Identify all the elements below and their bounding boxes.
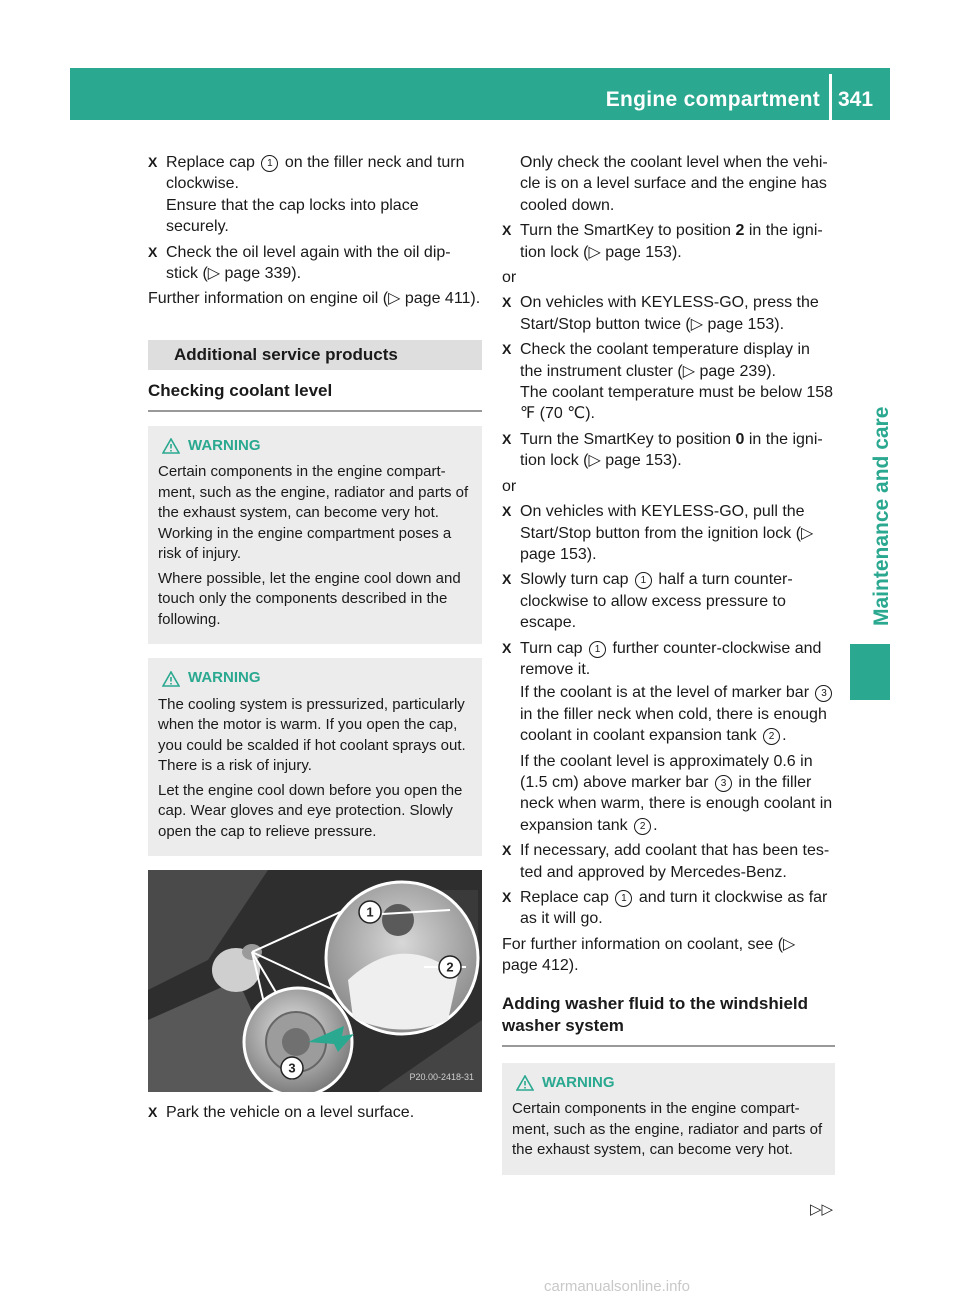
warning-text: Where possible, let the engine cool down and touch only the components described in the following.	[158, 569, 461, 628]
side-tab-marker	[850, 644, 890, 700]
step-check-oil: X Check the oil level again with the oil dip-stick (▷ page 339).	[148, 243, 451, 283]
warning-header: WARNING	[158, 436, 472, 457]
step-arrow-icon: X	[502, 571, 512, 588]
step-replace-cap-final: X Replace cap 1 and turn it clockwise as far as it will go.	[502, 889, 828, 928]
step-replace-cap: X Replace cap 1 on the filler neck and turn clockwise. Ensure that the cap locks into place securely.	[148, 152, 482, 238]
or-text: or	[502, 477, 517, 495]
engine-coolant-photo	[148, 870, 482, 1092]
step-keyless-press: X On vehicles with KEYLESS-GO, press the Start/Stop button twice (▷ page 153).	[502, 294, 819, 333]
callout-3-icon: 3	[815, 685, 832, 702]
callout-1-icon: 1	[635, 572, 652, 589]
photo-code: P20.00-2418-31	[409, 1071, 474, 1082]
section-title: Additional service products	[148, 340, 482, 370]
step-arrow-icon: X	[502, 430, 512, 447]
step-arrow-icon: X	[502, 222, 512, 239]
callout-2-icon: 2	[763, 728, 780, 745]
page-section-title: Engine compartment	[605, 88, 820, 111]
step-arrow-icon: X	[502, 639, 512, 656]
header-divider	[829, 74, 832, 120]
intro-text: Only check the coolant level when the vehi-cle is on a level surface and the engine has cooled down.	[520, 154, 828, 214]
step-park: X Park the vehicle on a level surface.	[148, 1102, 482, 1123]
step-note: Ensure that the cap locks into place securely.	[166, 196, 419, 236]
warning-header: WARNING	[512, 1073, 825, 1094]
step-smartkey-2: X Turn the SmartKey to position 2 in the igni-tion lock (▷ page 153).	[502, 222, 823, 261]
step-turn-cap-half: X Slowly turn cap 1 half a turn counter-clockwise to allow excess pressure to escape.	[502, 571, 793, 632]
warning-box	[148, 426, 482, 645]
next-page-marker: ▷▷	[810, 1201, 834, 1218]
warning-header: WARNING	[158, 668, 472, 689]
warning-box	[148, 658, 482, 856]
step-arrow-icon: X	[502, 842, 512, 859]
warning-box	[502, 1063, 835, 1175]
side-tab-label: Maintenance and care	[870, 406, 893, 626]
step-arrow-icon: X	[148, 154, 158, 170]
side-tab	[850, 150, 893, 626]
step-remove-cap: X Turn cap 1 further counter-clockwise and remove it. If the coolant is at the level of marker bar 3 in the filler neck when cold, there is enough coolant in coolant expansion tank 2 . If the coolant level is approximately 0.6 in (1.5 cm) above marker bar 3 in the filler neck when warm, there is enough coolant in expansion tank 2 .	[502, 638, 835, 837]
callout-1-icon: 1	[615, 890, 632, 907]
photo-marker-1: 1	[366, 904, 374, 920]
callout-3-icon: 3	[715, 775, 732, 792]
step-arrow-icon: X	[502, 341, 512, 358]
subheading-coolant: Checking coolant level	[148, 380, 482, 412]
step-add-coolant: X If necessary, add coolant that has been tes-ted and approved by Mercedes-Benz.	[502, 842, 830, 881]
warning-triangle-icon	[516, 1075, 534, 1091]
engine-illustration	[148, 870, 482, 1092]
step-arrow-icon: X	[148, 243, 158, 260]
photo-marker-2: 2	[446, 959, 454, 975]
page-number: 341	[838, 88, 874, 111]
warning-text: The cooling system is pressurized, particularly when the motor is warm. If you open the cap, you could be scalded if hot coolant sprays out. There is a risk of injury.	[158, 695, 466, 775]
step-arrow-icon: X	[502, 889, 512, 905]
warning-triangle-icon	[162, 438, 180, 454]
callout-1-icon: 1	[261, 155, 278, 172]
warning-triangle-icon	[162, 671, 180, 687]
step-arrow-icon: X	[502, 503, 512, 520]
step-note: The coolant temperature must be below 158 ℉ (70 ℃).	[520, 384, 834, 423]
step-arrow-icon: X	[148, 1104, 158, 1121]
step-smartkey-0: X Turn the SmartKey to position 0 in the igni-tion lock (▷ page 153).	[502, 430, 823, 470]
callout-2-icon: 2	[634, 818, 651, 835]
oil-info-text: Further information on engine oil (▷ page 411).	[148, 290, 481, 308]
right-column	[502, 152, 835, 1175]
warning-text: Certain components in the engine compart-ment, such as the engine, radiator and parts of the exhaust system, can become very hot.	[512, 1100, 823, 1159]
step-keyless-pull: X On vehicles with KEYLESS-GO, pull the Start/Stop button from the ignition lock (▷ page 153).	[502, 503, 814, 563]
warning-text: Certain components in the engine compart-ment, such as the engine, radiator and parts of the exhaust system, can become very hot. Working in the engine compartment poses a risk of injury.	[158, 463, 469, 563]
photo-marker-3: 3	[288, 1060, 296, 1076]
callout-1-icon: 1	[589, 641, 606, 658]
or-text: or	[502, 269, 517, 287]
left-column	[148, 152, 482, 1128]
step-note: If the coolant level is approximately 0.6 in (1.5 cm) above marker bar 3 in the filler neck when warm, there is enough coolant in expansion tank 2 .	[520, 752, 833, 834]
step-check-temp: X Check the coolant temperature display in the instrument cluster (▷ page 239). The coolant temperature must be below 158 ℉ (70 ℃).	[502, 339, 835, 425]
coolant-info-text: For further information on coolant, see (▷ page 412).	[502, 935, 796, 975]
subheading-washer: Adding washer fluid to the windshield washer system	[502, 993, 835, 1047]
warning-text: Let the engine cool down before you open the cap. Wear gloves and eye protection. Slowly open the cap to relieve pressure.	[158, 781, 463, 840]
step-arrow-icon: X	[502, 294, 512, 311]
watermark: carmanualsonline.info	[544, 1278, 690, 1295]
step-note: If the coolant is at the level of marker bar 3 in the filler neck when cold, there is enough coolant in coolant expansion tank 2 .	[520, 682, 835, 746]
